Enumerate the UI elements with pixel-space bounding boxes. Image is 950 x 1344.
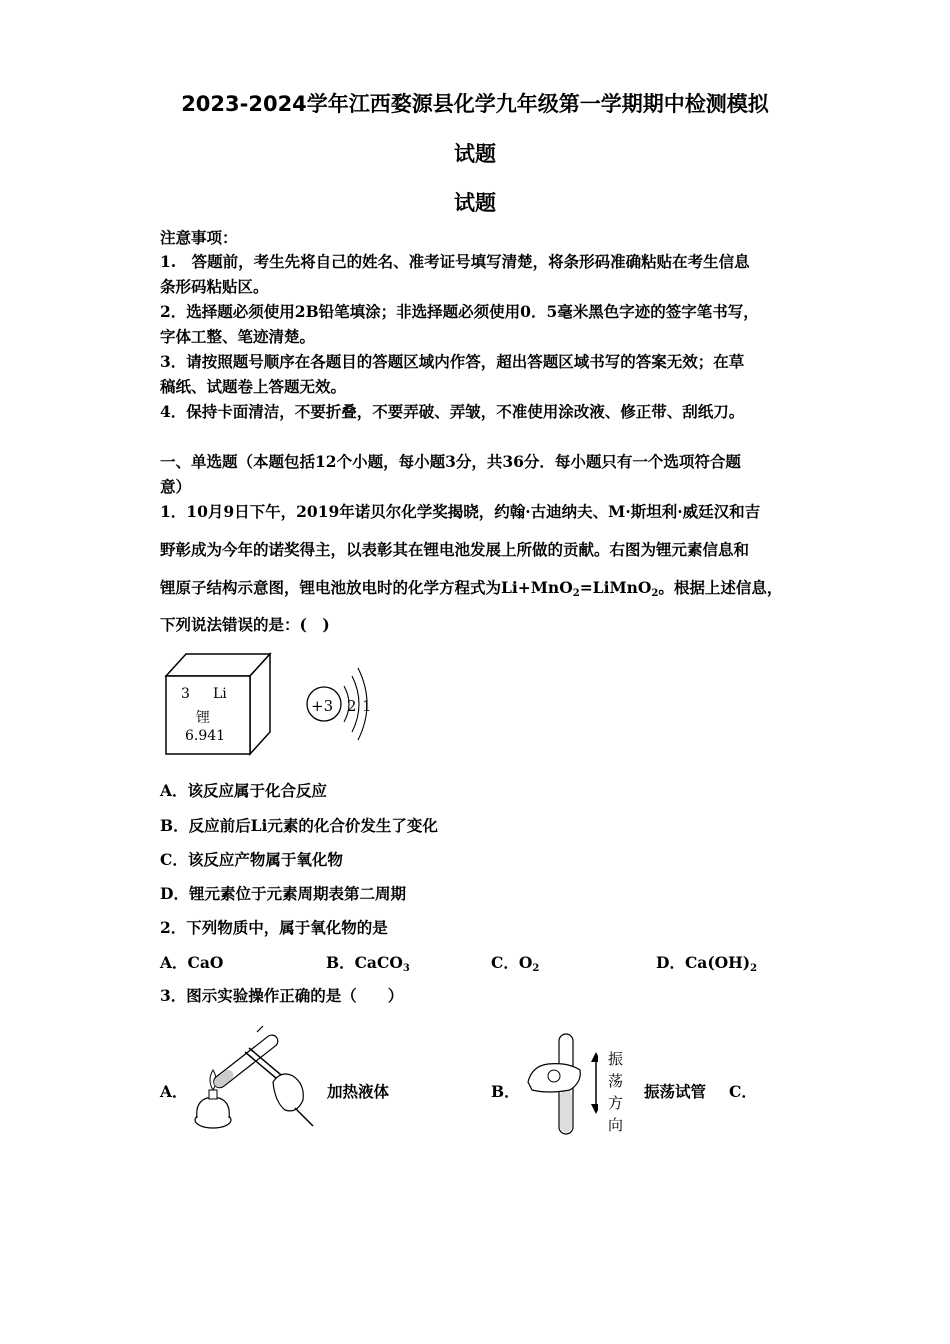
q2-option-d: D．$Ca(OH)_2$ <box>656 953 758 974</box>
heating-liquid-figure <box>185 1022 320 1137</box>
q1-line3: 锂原子结构示意图，锂电池放电时的化学方程式为Li+MnO$_2$=LiMnO$_2$。根据上述信息， <box>160 578 783 599</box>
notice-item-3a: 3．请按照题号顺序在各题目的答题区域内作答，超出答题区域书写的答案无效；在草 <box>160 352 745 371</box>
element-symbol: Li <box>213 686 227 702</box>
q1-option-d: D．锂元素位于元素周期表第二周期 <box>160 884 406 903</box>
notice-item-1a: 1. 答题前，考生先将自己的姓名、准考证号填写清楚，将条形码准确粘贴在考生信息 <box>160 252 750 271</box>
notice-heading: 注意事项： <box>160 228 238 247</box>
section1-heading-b: 意） <box>160 477 192 496</box>
q2-option-a: A．CaO <box>160 953 224 972</box>
exam-title-line3: 试题 <box>454 191 496 215</box>
notice-item-2a: 2．选择题必须使用2B铅笔填涂；非选择题必须使用0．5毫米黑色字迹的签字笔书写， <box>160 302 759 321</box>
q1-line1: 1．10月9日下午，2019年诺贝尔化学奖揭晓，约翰·古迪纳夫、M·斯坦利·威廷汉和吉 <box>160 502 761 521</box>
element-name: 锂 <box>196 710 210 726</box>
q1-option-a: A．该反应属于化合反应 <box>160 781 328 800</box>
q3-label-c: C． <box>729 1082 757 1101</box>
q3-label-a: A． <box>160 1082 188 1101</box>
q3-stem: 3．图示实验操作正确的是（ ） <box>160 986 404 1005</box>
q3-caption-a: 加热液体 <box>327 1082 390 1101</box>
shake-direction-char3: 方 <box>608 1094 624 1112</box>
q1-line4: 下列说法错误的是：( ) <box>160 615 330 634</box>
notice-item-1b: 条形码粘贴区。 <box>160 277 269 296</box>
q3-caption-b: 振荡试管 <box>644 1082 707 1101</box>
notice-item-2b: 字体工整、笔迹清楚。 <box>160 327 316 346</box>
atom-shell1: 2 <box>347 697 357 715</box>
q2-option-b: B．CaCO$_3$ <box>326 953 410 974</box>
q1-line2: 野彰成为今年的诺奖得主，以表彰其在锂电池发展上所做的贡献。右图为锂元素信息和 <box>160 540 750 559</box>
q1-option-b: B．反应前后Li元素的化合价发生了变化 <box>160 816 438 835</box>
element-mass: 6.941 <box>185 728 226 744</box>
shaking-tube-figure <box>518 1030 598 1138</box>
q1-option-c: C．该反应产物属于氧化物 <box>160 850 343 869</box>
section1-heading-a: 一、单选题（本题包括12个小题，每小题3分，共36分．每小题只有一个选项符合题 <box>160 452 741 471</box>
q2-stem: 2．下列物质中，属于氧化物的是 <box>160 918 388 937</box>
shake-direction-char1: 振 <box>608 1050 624 1068</box>
q2-option-c: C．$O_2$ <box>491 953 540 974</box>
atom-shell2: 1 <box>362 697 372 715</box>
atom-nucleus: +3 <box>311 697 334 715</box>
exam-title-line2: 试题 <box>454 142 496 166</box>
exam-title-line1: 2023-2024学年江西婺源县化学九年级第一学期期中检测模拟 <box>181 92 769 116</box>
notice-item-4: 4．保持卡面清洁，不要折叠，不要弄破、弄皱，不准使用涂改液、修正带、刮纸刀。 <box>160 402 745 421</box>
shake-direction-char4: 向 <box>608 1116 624 1134</box>
notice-item-3b: 稿纸、试题卷上答题无效。 <box>160 377 347 396</box>
q3-label-b: B． <box>491 1082 520 1101</box>
shake-direction-char2: 荡 <box>608 1072 624 1090</box>
element-number: 3 <box>181 686 190 702</box>
